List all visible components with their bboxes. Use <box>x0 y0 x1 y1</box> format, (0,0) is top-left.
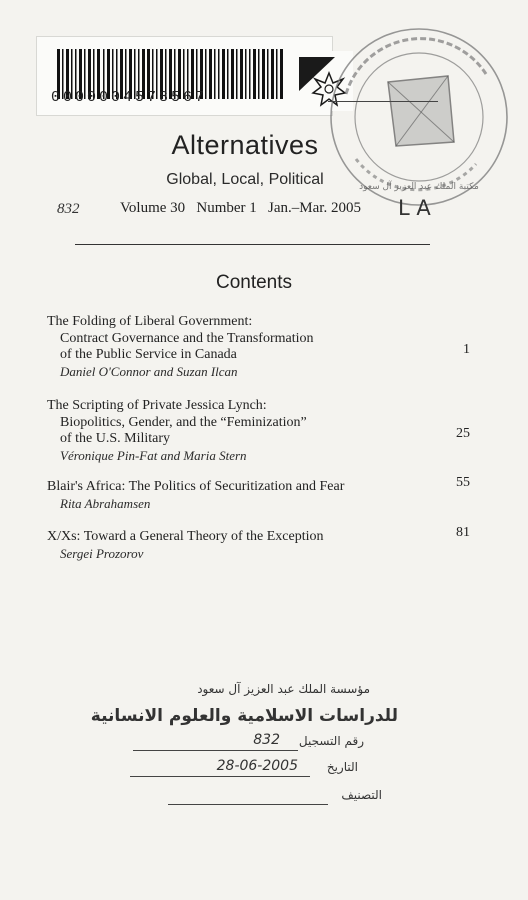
contents-heading: Contents <box>215 272 293 293</box>
header-divider <box>75 244 430 245</box>
toc-entry-page: 55 <box>456 475 470 490</box>
toc-entry-title-line: X/Xs: Toward a General Theory of the Exception <box>47 529 324 544</box>
toc-entry-page: 1 <box>463 342 470 357</box>
registration-classification-label: التصنيف <box>341 788 382 802</box>
toc-entry-title-line: Blair's Africa: The Politics of Securitization and Fear <box>47 479 345 494</box>
registration-institution-subtitle: للدراسات الاسلامية والعلوم الانسانية <box>90 706 398 726</box>
volume-issue-line: Volume 30 Number 1 Jan.–Mar. 2005 <box>120 200 361 216</box>
registration-date-value: 28-06-2005 <box>216 758 298 774</box>
toc-entry <box>47 314 470 380</box>
registration-stamp <box>90 676 398 826</box>
handwritten-mark: L A <box>398 196 431 220</box>
registration-date-label: التاريخ <box>326 760 358 774</box>
registration-classification-underline <box>168 804 328 805</box>
toc-entry-authors: Sergei Prozorov <box>60 545 144 561</box>
toc-entry-page: 81 <box>456 525 470 540</box>
toc-entry <box>47 475 470 512</box>
toc-entry <box>47 525 470 562</box>
toc-entry-title-line: Biopolitics, Gender, and the “Feminization” <box>60 414 307 430</box>
registration-number-underline <box>133 750 298 751</box>
toc-entry-page: 25 <box>456 426 470 441</box>
toc-entry-authors: Véronique Pin-Fat and Maria Stern <box>60 447 247 463</box>
registration-number-label: رقم التسجيل <box>298 734 364 748</box>
toc-entry <box>47 398 470 464</box>
toc-entry-title-line: of the Public Service in Canada <box>60 347 237 362</box>
journal-subtitle: Global, Local, Political <box>166 171 324 188</box>
journal-title: Alternatives <box>171 130 319 160</box>
registration-institution: مؤسسة الملك عبد العزيز آل سعود <box>197 682 370 696</box>
barcode-number: 0000004578567 <box>51 89 208 106</box>
registration-date-underline <box>130 776 310 777</box>
stamp-connector-line <box>328 101 438 102</box>
toc-entry-title-line: The Scripting of Private Jessica Lynch: <box>47 398 267 413</box>
toc-entry-title-line: Contract Governance and the Transformation <box>60 330 314 346</box>
registration-number-value: 832 <box>253 732 280 748</box>
toc-entry-authors: Rita Abrahamsen <box>60 495 151 511</box>
barcode-sticker <box>36 36 333 116</box>
toc-entry-title-line: The Folding of Liberal Government: <box>47 314 253 329</box>
library-stamp-text: مكتبة الملك عبد العزيز آل سعود <box>359 182 479 192</box>
toc-entry-authors: Daniel O'Connor and Suzan Ilcan <box>60 363 238 379</box>
handwritten-call-number: 832 <box>57 201 80 217</box>
toc-entry-title-line: of the U.S. Military <box>60 431 171 446</box>
